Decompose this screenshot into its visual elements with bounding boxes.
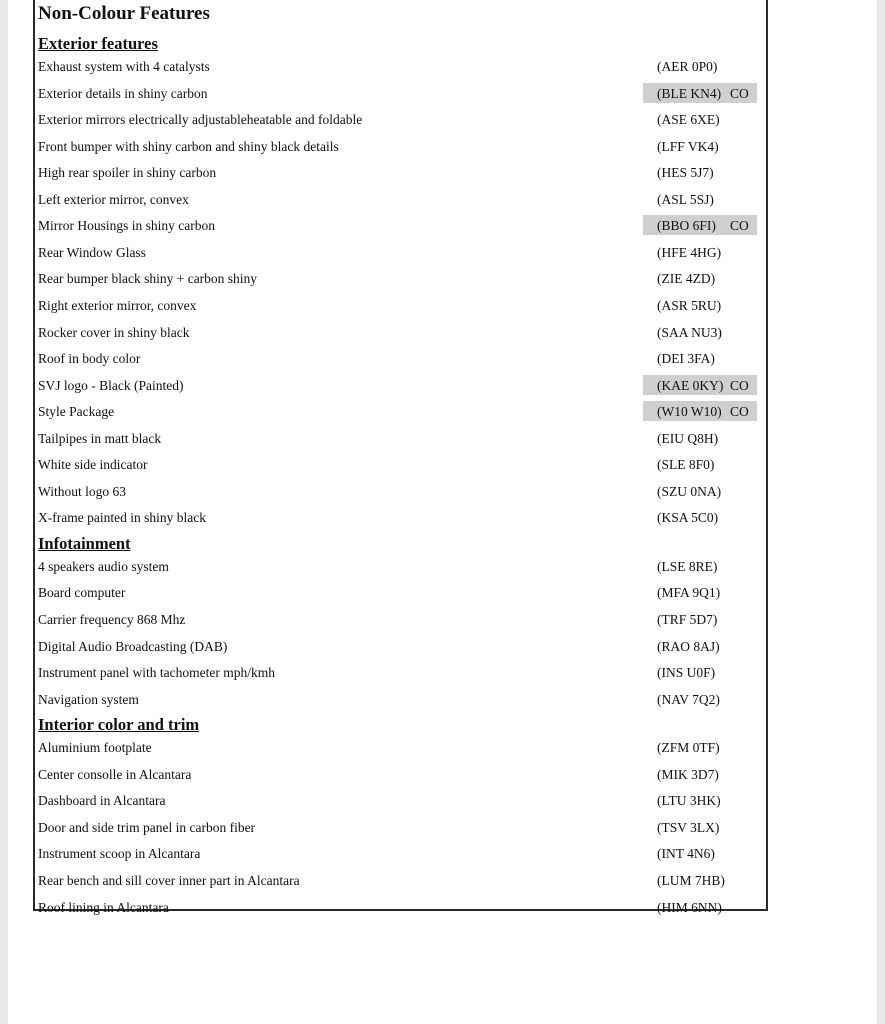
option-code-cell [643, 636, 757, 656]
feature-row [35, 162, 766, 184]
section-heading: Exterior features [38, 34, 158, 53]
feature-label: Instrument scoop in Alcantara [38, 846, 201, 862]
feature-label: Instrument panel with tachometer mph/kmh [38, 665, 275, 681]
option-code-cell [643, 348, 757, 368]
option-code: (BBO 6FI) [657, 218, 716, 234]
option-code: (EIU Q8H) [657, 430, 719, 446]
feature-label: Carrier frequency 868 Mhz [38, 612, 186, 627]
option-code-cell [643, 428, 757, 448]
feature-row [35, 136, 766, 158]
option-code: (TRF 5D7) [657, 612, 718, 627]
option-code-cell [643, 556, 757, 576]
option-code: (ZIE 4ZD) [657, 271, 716, 287]
feature-label: Front bumper with shiny carbon and shiny black details [38, 138, 339, 154]
option-flag: CO [730, 377, 749, 393]
feature-label: Without logo 63 [38, 483, 126, 499]
feature-label: Exterior details in shiny carbon [38, 85, 208, 101]
feature-label: Door and side trim panel in carbon fiber [38, 819, 256, 835]
option-code-cell [643, 242, 757, 262]
option-code: (ASL 5SJ) [657, 191, 714, 207]
feature-row [35, 737, 766, 759]
option-flag: CO [730, 85, 749, 101]
option-code: (INS U0F) [657, 665, 716, 681]
option-code-cell [643, 817, 757, 837]
option-code: (HFE 4HG) [657, 244, 722, 260]
feature-label: X-frame painted in shiny black [38, 510, 206, 526]
feature-label: Rocker cover in shiny black [38, 324, 190, 340]
option-code-cell [643, 136, 757, 156]
feature-label: Exterior mirrors electrically adjustableheatable and foldable [38, 112, 363, 128]
feature-row [35, 454, 766, 476]
option-code-cell [643, 454, 757, 474]
feature-list-box [33, 0, 768, 915]
section-heading: Infotainment [38, 533, 131, 553]
section-heading: Interior color and trim [38, 715, 200, 735]
highlighted-option-code [643, 215, 757, 235]
feature-label: SVJ logo - Black (Painted) [38, 377, 184, 393]
feature-label: Aluminium footplate [38, 740, 152, 756]
option-code: (MIK 3D7) [657, 766, 719, 782]
option-code-cell [643, 56, 757, 76]
feature-label: Center consolle in Alcantara [38, 766, 192, 782]
option-code-cell [643, 162, 757, 182]
option-code-cell [643, 609, 757, 629]
option-code-cell [643, 689, 757, 709]
feature-row [35, 764, 766, 786]
feature-row [35, 109, 766, 131]
option-code-cell [643, 790, 757, 810]
feature-label: Dashboard in Alcantara [38, 793, 166, 809]
option-code: (SLE 8F0) [657, 457, 715, 473]
feature-row [35, 897, 766, 919]
feature-row [35, 242, 766, 264]
feature-label: Left exterior mirror, convex [38, 191, 189, 207]
feature-label: Exhaust system with 4 catalysts [38, 59, 210, 74]
option-code-cell [643, 897, 757, 917]
option-code: (ZFM 0TF) [657, 740, 720, 756]
option-code-cell [643, 481, 757, 501]
option-code: (INT 4N6) [657, 846, 715, 862]
feature-label: Tailpipes in matt black [38, 430, 162, 446]
option-code: (SZU 0NA) [657, 483, 722, 499]
feature-row [35, 83, 766, 105]
option-code-cell [643, 189, 757, 209]
highlighted-option-code [643, 401, 757, 421]
option-code: (KAE 0KY) [657, 377, 724, 393]
feature-label: Navigation system [38, 691, 139, 707]
option-code: (RAO 8AJ) [657, 638, 720, 654]
feature-label: Rear Window Glass [38, 244, 146, 260]
feature-row [35, 556, 766, 578]
feature-label: Right exterior mirror, convex [38, 297, 197, 313]
document-page [8, 0, 877, 1024]
option-code: (W10 W10) [657, 404, 722, 420]
option-code-cell [643, 764, 757, 784]
document-title: Non-Colour Features [38, 3, 210, 24]
feature-label: Roof lining in Alcantara [38, 899, 169, 915]
feature-row [35, 790, 766, 812]
option-code: (KSA 5C0) [657, 510, 719, 526]
feature-row [35, 268, 766, 290]
option-flag: CO [730, 404, 749, 420]
option-flag: CO [730, 218, 749, 234]
option-code-cell [643, 870, 757, 890]
option-code-cell [643, 268, 757, 288]
option-code-cell [643, 109, 757, 129]
option-code-cell [643, 295, 757, 315]
feature-row [35, 689, 766, 711]
option-code-cell [643, 737, 757, 757]
option-code: (LTU 3HK) [657, 793, 721, 809]
feature-row [35, 582, 766, 604]
option-code-cell [643, 507, 757, 527]
feature-row [35, 295, 766, 317]
feature-row [35, 609, 766, 631]
option-code: (LSE 8RE) [657, 558, 718, 574]
option-code: (BLE KN4) [657, 85, 722, 101]
option-code: (AER 0P0) [657, 59, 718, 74]
feature-row [35, 481, 766, 503]
feature-row [35, 348, 766, 370]
option-code: (LFF VK4) [657, 138, 719, 154]
feature-row [35, 507, 766, 529]
feature-label: White side indicator [38, 457, 148, 473]
feature-row [35, 662, 766, 684]
option-code-cell [643, 322, 757, 342]
feature-row [35, 636, 766, 658]
option-code: (MFA 9Q1) [657, 585, 721, 601]
feature-row [35, 428, 766, 450]
option-code: (DEI 3FA) [657, 351, 715, 367]
feature-label: Digital Audio Broadcasting (DAB) [38, 638, 228, 654]
highlighted-option-code [643, 375, 757, 395]
feature-row [35, 189, 766, 211]
option-code: (LUM 7HB) [657, 872, 725, 888]
feature-label: Roof in body color [38, 351, 141, 367]
feature-row [35, 215, 766, 237]
option-code: (HES 5J7) [657, 165, 714, 181]
option-code: (TSV 3LX) [657, 819, 720, 835]
option-code: (ASR 5RU) [657, 297, 722, 313]
feature-row [35, 56, 766, 78]
feature-row [35, 375, 766, 397]
feature-row [35, 817, 766, 839]
feature-label: 4 speakers audio system [38, 558, 169, 574]
option-code-cell [643, 843, 757, 863]
feature-label: Board computer [38, 585, 126, 601]
option-code: (SAA NU3) [657, 324, 722, 340]
option-code: (ASE 6XE) [657, 112, 720, 128]
option-code-cell [643, 582, 757, 602]
feature-row [35, 322, 766, 344]
option-code: (NAV 7Q2) [657, 691, 720, 707]
option-code: (HIM 6NN) [657, 899, 722, 915]
feature-row [35, 843, 766, 865]
feature-label: Rear bumper black shiny + carbon shiny [38, 271, 258, 287]
feature-row [35, 401, 766, 423]
feature-row [35, 870, 766, 892]
feature-label: Rear bench and sill cover inner part in Alcantara [38, 872, 300, 888]
option-code-cell [643, 662, 757, 682]
feature-label: Mirror Housings in shiny carbon [38, 218, 215, 234]
feature-label: Style Package [38, 404, 115, 420]
highlighted-option-code [643, 83, 757, 103]
feature-label: High rear spoiler in shiny carbon [38, 165, 217, 181]
